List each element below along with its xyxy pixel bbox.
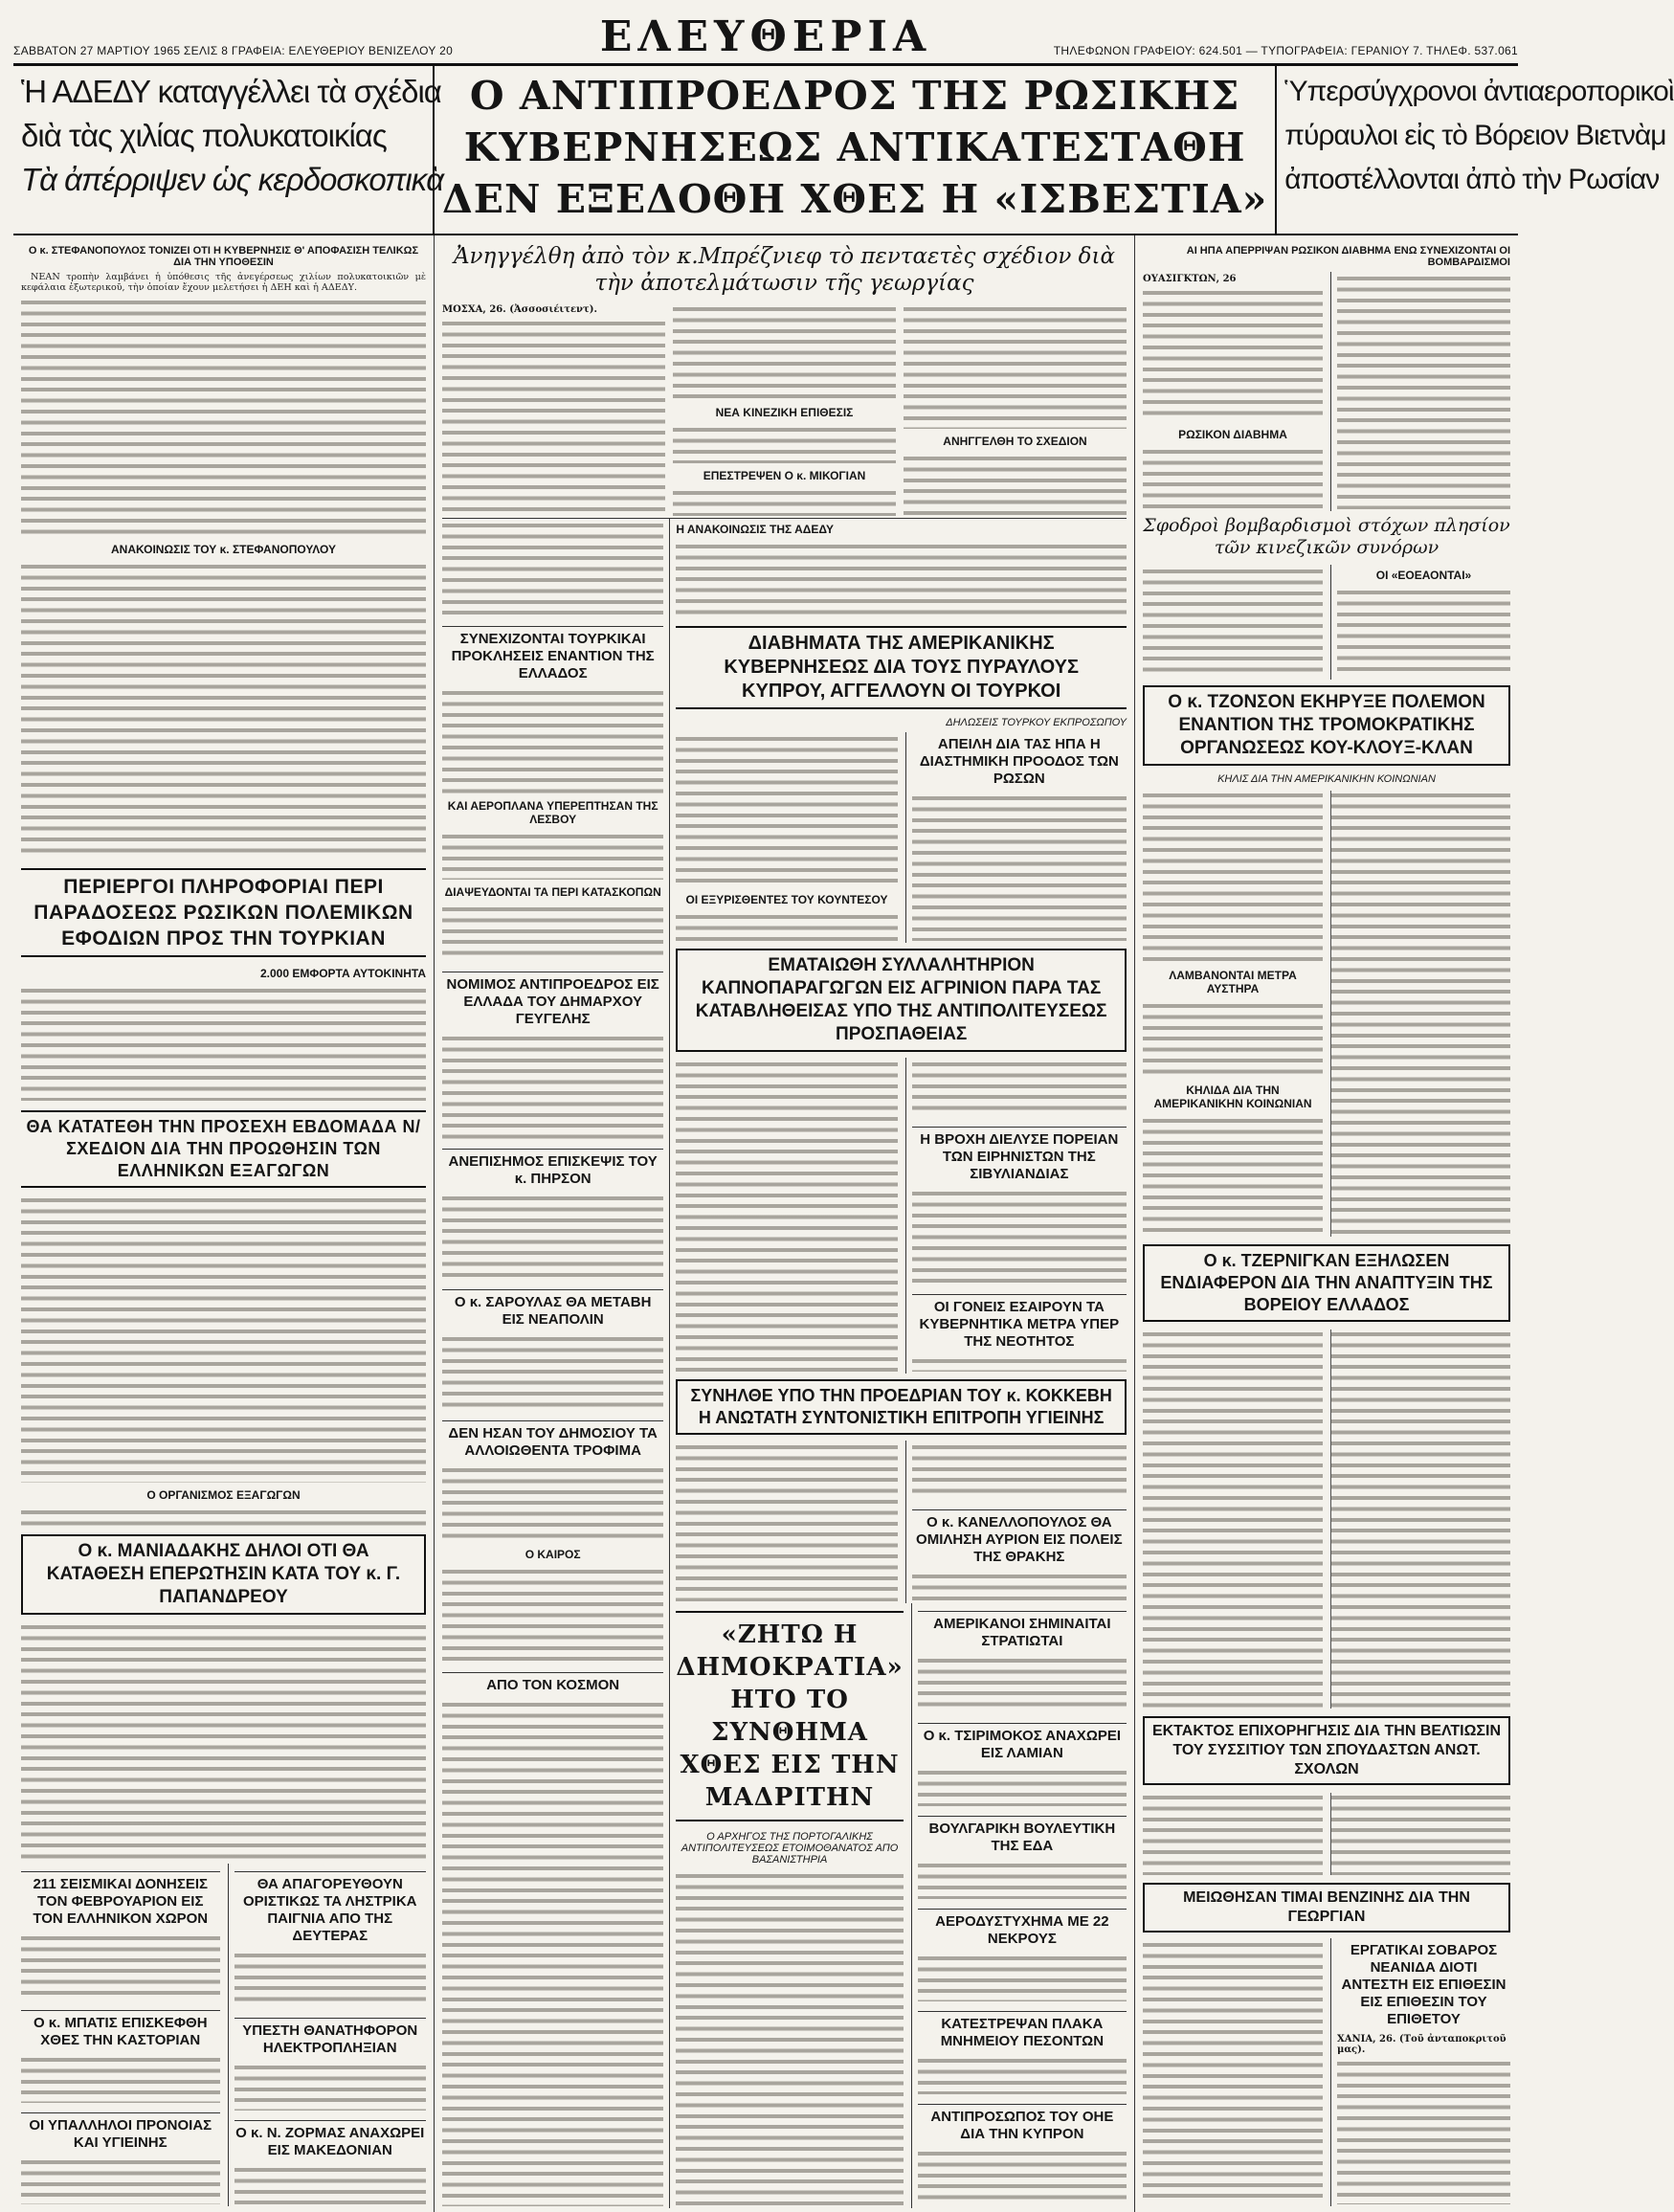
maniadakis-body [21,1622,426,1862]
russian-supplies-body [21,986,426,1101]
bombing-body-a [1143,567,1323,678]
banner-right-line-2: πύραυλοι εἰς τὸ Βόρειον Βιετνὰμ [1284,120,1666,151]
brezhnev-body-3 [904,304,1127,429]
middle-sub-23 [670,519,1127,2208]
un-representative-body [918,2149,1127,2206]
bombing-headline: Σφοδροὶ βομβαρδισμοὶ στόχων πλησίον τῶν κινεζικῶν συνόρων [1143,515,1510,558]
us-demarches-headline: ΔΙΑΒΗΜΑΤΑ ΤΗΣ ΑΜΕΡΙΚΑΝΙΚΗΣ ΚΥΒΕΡΝΗΣΕΩΣ ΔΙΑ ΤΟΥΣ ΠΥΡΑΥΛΟΥΣ ΚΥΠΡΟΥ, ΑΓΓΕΛΛΟΥΝ ΟΙ ΤΟΥΡΚΟΙ [676,626,1127,709]
kkk-subhead: ΚΗΛΙΣ ΔΙΑ ΤΗΝ ΑΜΕΡΙΚΑΝΙΚΗΝ ΚΟΙΝΩΝΙΑΝ [1217,773,1436,785]
kanellopoulos-body [912,1572,1127,1601]
lead-paragraph: ΝΕΑΝ τροπὴν λαμβάνει ἡ ὑπόθεσις τῆς ἀνεγέρσεως χιλίων πολυκατοικιῶν μὲ κεφάλαια ἐξωτερικοῦ, τὴν ὁποίαν ἔχουν μελετήσει ἡ ΔΕΗ καὶ ἡ ΑΔΕΔΥ. [21,272,426,294]
us-demarches-body-a [676,734,897,887]
exports-bill-body [21,1195,426,1483]
left-column [13,235,435,2212]
petrol-prices-headline: ΜΕΙΩΘΗΣΑΝ ΤΙΜΑΙ ΒΕΝΖΙΝΗΣ ΔΙΑ ΤΗΝ ΓΕΩΡΓΙΑΝ [1143,1883,1510,1933]
banner-center-line-1: Ο ΑΝΤΙΠΡΟΕΔΡΟΣ ΤΗΣ ΡΩΣΙΚΗΣ [469,73,1240,119]
banner-left-line-1: Ἡ ΑΔΕΔΥ καταγγέλλει τὰ σχέδια [21,74,441,109]
tsirimokos-headline: Ο κ. ΤΣΙΡΙΜΟΚΟΣ ΑΝΑΧΩΡΕΙ ΕΙΣ ΛΑΜΙΑΝ [918,1723,1127,1762]
rain-march-headline: Η ΒΡΟΧΗ ΔΙΕΛΥΣΕ ΠΟΡΕΙΑΝ ΤΩΝ ΕΙΡΗΝΙΣΤΩΝ ΤΗΣ ΣΙΒΥΛΙΑΝΔΙΑΣ [912,1127,1127,1183]
plan-announced-body [904,454,1127,516]
jernigan-headline: Ο κ. ΤΖΕΡΝΙΓΚΑΝ ΕΞΗΛΩΣΕΝ ΕΝΔΙΑΦΕΡΟΝ ΔΙΑ ΤΗΝ ΑΝΑΠΤΥΞΙΝ ΤΗΣ ΒΟΡΕΙΟΥ ΕΛΛΑΔΟΣ [1143,1244,1510,1322]
adedy-announcement-body [676,542,1127,618]
stain-subhead: ΚΗΛΙΔΑ ΔΙΑ ΤΗΝ ΑΜΕΡΙΚΑΝΙΚΗΝ ΚΟΙΝΩΝΙΑΝ [1153,1084,1312,1110]
rain-march-body [912,1189,1127,1285]
kokkevis-body-a [676,1442,897,1601]
earthquakes-headline: 211 ΣΕΙΣΜΙΚΑΙ ΔΟΝΗΣΕΙΣ ΤΟΝ ΦΕΒΡΟΥΑΡΙΟΝ ΕΙΣ ΤΟΝ ΕΛΛΗΝΙΚΟΝ ΧΩΡΟΝ [21,1871,220,1928]
turkish-provocations-headline: ΣΥΝΕΧΙΖΟΝΤΑΙ ΤΟΥΡΚΙΚΑΙ ΠΡΟΚΛΗΣΕΙΣ ΕΝΑΝΤΙΟΝ ΤΗΣ ΕΛΛΑΔΟΣ [442,626,663,682]
tobacco-block [676,1058,1127,1374]
spies-denial-subhead: ΔΙΑΨΕΥΔΟΝΤΑΙ ΤΑ ΠΕΡΙ ΚΑΤΑΣΚΟΠΩΝ [444,885,661,899]
tobacco-body-a [676,1060,897,1372]
lesvos-planes-body [442,832,663,880]
kkk-block [1143,789,1510,1239]
adedy-announcement-subhead: Η ΑΝΑΚΟΙΝΩΣΙΣ ΤΗΣ ΑΔΕΔΥ [676,523,834,536]
left-bottom-b [228,1864,427,2206]
petrol-body [1143,1940,1323,2204]
adedy-continuation [442,521,663,616]
tsirimokos-body [918,1768,1127,1806]
banner-left [13,66,444,234]
kokkevis-col-b [905,1441,1127,1603]
russian-demarche-subhead: ΡΩΣΙΚΟΝ ΔΙΑΒΗΜΑ [1178,428,1287,441]
tobacco-col-b [905,1058,1127,1374]
stefanopoulos-announcement-title: ΑΝΑΚΟΙΝΩΣΙΣ ΤΟΥ κ. ΣΤΕΦΑΝΟΠΟΥΛΟΥ [111,542,336,556]
strict-measures-subhead: ΛΑΜΒΑΝΟΝΤΑΙ ΜΕΤΡΑ ΑΥΣΤΗΡΑ [1169,969,1297,995]
zormas-headline: Ο κ. Ν. ΖΟΡΜΑΣ ΑΝΑΧΩΡΕΙ ΕΙΣ ΜΑΚΕΔΟΝΙΑΝ [234,2120,427,2159]
memorial-plaque-headline: ΚΑΤΕΣΤΡΕΨΑΝ ΠΛΑΚΑ ΜΝΗΜΕΙΟΥ ΠΕΣΟΝΤΩΝ [918,2011,1127,2050]
china-attack-body [673,425,896,463]
missiles-col-b [1330,272,1510,511]
banner-right-line-1: Ὑπερσύγχρονοι ἀντιαεροπορικοὶ [1284,76,1674,107]
spoiled-food-body [442,1465,663,1542]
earthquakes-body [21,1933,220,2000]
parents-measures-body [912,1356,1127,1372]
memorial-plaque-body [918,2056,1127,2094]
american-soldiers-headline: ΑΜΕΡΙΚΑΝΟΙ ΣΗΜΙΝΑΙΤΑΙ ΣΤΡΑΤΙΩΤΑΙ [918,1611,1127,1650]
brezhnev-col-1 [442,302,665,518]
chania-dateline: ΧΑΝΙΑ, 26. (Τοῦ ἀνταποκριτοῦ μας). [1337,2034,1507,2055]
masthead [13,13,1518,66]
bulgarian-headline: ΒΟΥΛΓΑΡΙΚΗ ΒΟΥΛΕΥΤΙΚΗ ΤΗΣ ΕΔΑ [918,1816,1127,1855]
us-demarches-col-b [905,732,1127,943]
lead-body-text [21,298,426,537]
zormas-body [234,2165,427,2204]
banner-headlines [13,66,1674,235]
brezhnev-body-1 [442,319,665,516]
strict-measures-body [1143,1001,1323,1078]
moscow-dateline: ΜΟΣΧΑ, 26. (Ἀσσοσιέιτεντ). [442,304,597,315]
russian-supplies-subhead: 2.000 ΕΜΦΟΡΤΑ ΑΥΤΟΚΙΝΗΤΑ [259,966,426,980]
jernigan-body-b [1330,1329,1510,1709]
russian-supplies-headline: ΠΕΡΙΕΡΓΟΙ ΠΛΗΡΟΦΟΡΙΑΙ ΠΕΡΙ ΠΑΡΑΔΟΣΕΩΣ ΡΩΣΙΚΩΝ ΠΟΛΕΜΙΚΩΝ ΕΦΟΔΙΩΝ ΠΡΟΣ ΤΗΝ ΤΟΥΡΚΙΑΝ [21,868,426,957]
mikoyan-body [673,488,896,516]
batis-body [21,2055,220,2103]
tobacco-body-b [912,1060,1127,1117]
gambling-ban-body [234,1951,427,2008]
weather-body [442,1567,663,1663]
pearson-visit-body [442,1194,663,1280]
school-grant-block [1143,1791,1510,1877]
madrid-headline: «ΖΗΤΩ Η ΔΗΜΟΚΡΑΤΙΑ» ΗΤΟ ΤΟ ΣΥΝΘΗΜΑ ΧΘΕΣ ΕΙΣ ΤΗΝ ΜΑΔΡΙΤΗΝ [676,1611,903,1821]
gevgelija-mayor-body [442,1034,663,1139]
banner-left-line-3: Τὰ ἀπέρριψεν ὡς κερδοσκοπικὰ [21,162,444,197]
welfare-employees-headline: ΟΙ ΥΠΑΛΛΗΛΟΙ ΠΡΟΝΟΙΑΣ ΚΑΙ ΥΓΙΕΙΝΗΣ [21,2112,220,2152]
masthead-phones: ΤΗΛΕΦΩΝΟΝ ΓΡΑΦΕΙΟΥ: 624.501 — ΤΥΠΟΓΡΑΦΕΙΑ: ΓΕΡΑΝΙΟΥ 7. ΤΗΛΕΦ. 537.061 [1053,44,1518,57]
lesvos-planes-subhead: ΚΑΙ ΑΕΡΟΠΛΑΝΑ ΥΠΕΡΕΠΤΗΣΑΝ ΤΗΣ ΛΕΣΒΟΥ [447,799,658,826]
madrid-col-b [911,1603,1127,2208]
banner-center-line-3: ΔΕΝ ΕΞΕΔΟΘΗ ΧΘΕΣ Η «ΙΣΒΕΣΤΙΑ» [442,176,1268,222]
batis-headline: Ο κ. ΜΠΑΤΙΣ ΕΠΙΣΚΕΦΘΗ ΧΘΕΣ ΤΗΝ ΚΑΣΤΟΡΙΑΝ [21,2010,220,2049]
brezhnev-col-3 [904,302,1127,518]
brezhnev-body-2 [673,304,896,400]
pearson-visit-headline: ΑΝΕΠΙΣΗΜΟΣ ΕΠΙΣΚΕΨΙΣ ΤΟΥ κ. ΠΗΡΣΟΝ [442,1149,663,1188]
kkk-col-a [1143,789,1323,1239]
kanellopoulos-headline: Ο κ. ΚΑΝΕΛΛΟΠΟΥΛΟΣ ΘΑ ΟΜΙΛΗΣΗ ΑΥΡΙΟΝ ΕΙΣ ΠΟΛΕΙΣ ΤΗΣ ΘΡΑΚΗΣ [912,1509,1127,1566]
un-representative-headline: ΑΝΤΙΠΡΟΣΩΠΟΣ ΤΟΥ ΟΗΕ ΔΙΑ ΤΗΝ ΚΥΠΡΟΝ [918,2104,1127,2143]
missiles-block [1143,272,1510,511]
exports-organization-body [21,1508,426,1527]
air-crash-body [918,1954,1127,2001]
exports-organization-subhead: Ο ΟΡΓΑΝΙΣΜΟΣ ΕΞΑΓΩΓΩΝ [146,1487,301,1502]
kkk-body-a [1143,791,1323,963]
kokkevis-block [676,1441,1127,1603]
maniadakis-headline: Ο κ. ΜΑΝΙΑΔΑΚΗΣ ΔΗΛΟΙ ΟΤΙ ΘΑ ΚΑΤΑΘΕΣΗ ΕΠΕΡΩΤΗΣΙΝ ΚΑΤΑ ΤΟΥ κ. Γ. ΠΑΠΑΝΔΡΕΟΥ [21,1534,426,1615]
kkk-body-b [1330,791,1510,1237]
us-demarches-col-a [676,732,897,943]
mikoyan-subhead: ΕΠΕΣΤΡΕΨΕΝ Ο κ. ΜΙΚΟΓΙΑΝ [703,469,866,482]
china-attack-subhead: ΝΕΑ ΚΙΝΕΖΙΚΗ ΕΠΙΘΕΣΙΣ [715,406,854,419]
gambling-ban-headline: ΘΑ ΑΠΑΓΟΡΕΥΘΟΥΝ ΟΡΙΣΤΙΚΩΣ ΤΑ ΛΗΣΤΡΙΚΑ ΠΑΙΓΝΙΑ ΑΠΟ ΤΗΣ ΔΕΥΤΕΡΑΣ [234,1871,427,1945]
newspaper-title: ΕΛΕΥΘΕΡΙΑ [599,12,932,61]
saroulas-headline: Ο κ. ΣΑΡΟΥΛΑΣ ΘΑ ΜΕΤΑΒΗ ΕΙΣ ΝΕΑΠΟΛΙΝ [442,1289,663,1329]
madrid-body [676,1871,903,2206]
parents-measures-headline: ΟΙ ΓΟΝΕΙΣ ΕΣΑΙΡΟΥΝ ΤΑ ΚΥΒΕΡΝΗΤΙΚΑ ΜΕΤΡΑ ΥΠΕΡ ΤΗΣ ΝΕΟΤΗΤΟΣ [912,1294,1127,1351]
tobacco-rally-headline: ΕΜΑΤΑΙΩΘΗ ΣΥΛΛΑΛΗΤΗΡΙΟΝ ΚΑΠΝΟΠΑΡΑΓΩΓΩΝ ΕΙΣ ΑΓΡΙΝΙΟΝ ΠΑΡΑ ΤΑΣ ΚΑΤΑΒΛΗΘΕΙΣΑΣ ΥΠΟ ΤΗΣ ΑΝΤΙΠΟΛΙΤΕΥΣΕΩΣ ΠΡΟΣΠΑΘΕΙΑΣ [676,949,1127,1052]
gevgelija-mayor-headline: ΝΟΜΙΜΟΣ ΑΝΤΙΠΡΟΕΔΡΟΣ ΕΙΣ ΕΛΛΑΔΑ ΤΟΥ ΔΗΜΑΡΧΟΥ ΓΕΥΓΕΛΗΣ [442,972,663,1028]
kokkevis-body-b [912,1442,1127,1500]
banner-center-line-2: ΚΥΒΕΡΝΗΣΕΩΣ ΑΝΤΙΚΑΤΕΣΤΑΘΗ [463,124,1246,170]
tobacco-col-a [676,1058,897,1374]
school-grant-headline: ΕΚΤΑΚΤΟΣ ΕΠΙΧΟΡΗΓΗΣΙΣ ΔΙΑ ΤΗΝ ΒΕΛΤΙΩΣΙΝ ΤΟΥ ΣΥΣΣΙΤΙΟΥ ΤΩΝ ΣΠΟΥΔΑΣΤΩΝ ΑΝΩΤ. ΣΧΟΛΩΝ [1143,1716,1510,1785]
weather-subhead: Ο ΚΑΙΡΟΣ [525,1548,581,1561]
stain-body [1143,1116,1323,1237]
saroulas-body [442,1334,663,1411]
jernigan-block [1143,1328,1510,1710]
left-bottom-a [21,1864,220,2206]
chania-body [1337,2059,1510,2204]
spies-denial-body [442,905,663,962]
air-crash-headline: ΑΕΡΟΔΥΣΤΥΧΗΜΑ ΜΕ 22 ΝΕΚΡΟΥΣ [918,1909,1127,1948]
turkish-provocations-body [442,688,663,793]
space-threat-headline: ΑΠΕΙΛΗ ΔΙΑ ΤΑΣ ΗΠΑ Η ΔΙΑΣΤΗΜΙΚΗ ΠΡΟΟΔΟΣ ΤΩΝ ΡΩΣΩΝ [919,736,1119,787]
bombing-col-b [1330,565,1510,680]
bombing-block [1143,565,1510,680]
petrol-block [1143,1938,1510,2206]
missiles-body-a [1143,288,1323,422]
left-bottom-grid [21,1864,426,2206]
lead-text [21,272,426,296]
chania-col [1330,1938,1510,2206]
electrocution-headline: ΥΠΕΣΤΗ ΘΑΝΑΤΗΦΟΡΟΝ ΗΛΕΚΤΡΟΠΛΗΞΙΑΝ [234,2018,427,2057]
school-grant-body-b [1330,1793,1510,1875]
exyrisoi-body [676,912,897,941]
spoiled-food-headline: ΔΕΝ ΗΣΑΝ ΤΟΥ ΔΗΜΟΣΙΟΥ ΤΑ ΑΛΛΟΙΩΘΕΝΤΑ ΤΡΟΦΙΜΑ [442,1420,663,1460]
electrocution-body [234,2063,427,2111]
brezhnev-plan-headline: Ἀνηγγέλθη ἀπὸ τὸν κ.Μπρέζνιεφ τὸ πενταετὲς σχέδιον διὰ τὴν ἀποτελμάτωσιν τῆς γεωργίας [453,244,1116,296]
eoeaontai-body [1337,588,1510,678]
middle-grid [442,518,1127,2208]
plan-announced-subhead: ΑΝΗΓΓΕΛΘΗ ΤΟ ΣΧΕΔΙΟΝ [943,435,1087,448]
banner-right [1277,66,1674,234]
jernigan-body-a [1143,1329,1323,1709]
world-news-headline: ΑΠΟ ΤΟΝ ΚΟΣΜΟΝ [442,1672,663,1694]
bulgarian-body [918,1861,1127,1899]
school-grant-body-a [1143,1793,1323,1875]
us-demarches-subhead: ΔΗΛΩΣΕΙΣ ΤΟΥΡΚΟΥ ΕΚΠΡΟΣΩΠΟΥ [946,717,1127,728]
welfare-employees-body [21,2157,220,2204]
banner-center [435,66,1277,234]
banner-right-line-3: ἀποστέλλονται ἀπὸ τὴν Ρωσίαν [1284,164,1660,195]
lead-kicker: Ο κ. ΣΤΕΦΑΝΟΠΟΥΛΟΣ ΤΟΝΙΖΕΙ ΟΤΙ Η ΚΥΒΕΡΝΗΣΙΣ Θ' ΑΠΟΦΑΣΙΣΗ ΤΕΛΙΚΩΣ ΔΙΑ ΤΗΝ ΥΠΟΘΕΣΙΝ [28,245,419,268]
washington-dateline: ΟΥΑΣΙΓΚΤΩΝ, 26 [1143,274,1237,284]
missiles-kicker: ΑΙ ΗΠΑ ΑΠΕΡΡΙΨΑΝ ΡΩΣΙΚΟΝ ΔΙΑΒΗΜΑ ΕΝΩ ΣΥΝΕΧΙΖΟΝΤΑΙ ΟΙ ΒΟΜΒΑΡΔΙΣΜΟΙ [1186,245,1510,268]
chania-headline: ΕΡΓΑΤΙΚΑΙ ΣΟΒΑΡΟΣ ΝΕΑΝΙΔΑ ΔΙΟΤΙ ΑΝΤΕΣΤΗ ΕΙΣ ΕΠΙΘΕΣΙΝ ΕΙΣ ΕΠΙΘΕΣΙΝ ΤΟΥ ΕΠΙΘΕΤΟΥ [1341,1942,1507,2027]
space-threat-body [912,793,1127,941]
brezhnev-block [442,302,1127,518]
missiles-body-b [1337,274,1510,509]
us-demarches-block [676,732,1127,943]
columns [13,235,1518,2212]
russian-demarche-body [1143,447,1323,509]
madrid-subhead: Ο ΑΡΧΗΓΟΣ ΤΗΣ ΠΟΡΤΟΓΑΛΙΚΗΣ ΑΝΤΙΠΟΛΙΤΕΥΣΕΩΣ ΕΤΟΙΜΟΘΑΝΑΤΟΣ ΑΠΟ ΒΑΣΑΝΙΣΤΗΡΙΑ [681,1831,899,1866]
brezhnev-col-2 [673,302,896,518]
kokkevis-committee-headline: ΣΥΝΗΛΘΕ ΥΠΟ ΤΗΝ ΠΡΟΕΔΡΙΑΝ ΤΟΥ κ. ΚΟΚΚΕΒΗ Η ΑΝΩΤΑΤΗ ΣΥΝΤΟΝΙΣΤΙΚΗ ΕΠΙΤΡΟΠΗ ΥΓΙΕΙΝΗΣ [676,1379,1127,1435]
kkk-headline: Ο κ. ΤΖΟΝΣΟΝ ΕΚΗΡΥΞΕ ΠΟΛΕΜΟΝ ΕΝΑΝΤΙΟΝ ΤΗΣ ΤΡΟΜΟΚΡΑΤΙΚΗΣ ΟΡΓΑΝΩΣΕΩΣ ΚΟΥ-ΚΛΟΥΞ-ΚΛΑΝ [1143,685,1510,766]
exyrisoi-subhead: ΟΙ ΕΞΥΡΙΣΘΕΝΤΕΣ ΤΟΥ ΚΟΥΝΤΕΣΟΥ [685,893,888,906]
middle-sub-1 [442,519,670,2208]
eoeaontai-subhead: ΟΙ «ΕΟΕΑΟΝΤΑΙ» [1375,569,1472,582]
banner-left-line-2: διὰ τὰς χιλίας πολυκατοικίας [21,118,387,153]
stefanopoulos-body-text [21,562,426,859]
middle-column [435,235,1135,2212]
world-news-body [442,1700,663,2206]
right-column [1135,235,1518,2212]
missiles-col-a [1143,272,1323,511]
exports-bill-headline: ΘΑ ΚΑΤΑΤΕΘΗ ΤΗΝ ΠΡΟΣΕΧΗ ΕΒΔΟΜΑΔΑ Ν/ΣΧΕΔΙΟΝ ΔΙΑ ΤΗΝ ΠΡΟΩΘΗΣΙΝ ΤΩΝ ΕΛΛΗΝΙΚΩΝ ΕΞΑΓΩΓΩΝ [21,1110,426,1188]
american-soldiers-body [918,1656,1127,1713]
madrid-block [676,1603,1127,2208]
madrid-col-a [676,1603,903,2208]
masthead-dateline: ΣΑΒΒΑΤΟΝ 27 ΜΑΡΤΙΟΥ 1965 ΣΕΛΙΣ 8 ΓΡΑΦΕΙΑ: ΕΛΕΥΘΕΡΙΟΥ ΒΕΝΙΖΕΛΟΥ 20 [13,44,454,57]
